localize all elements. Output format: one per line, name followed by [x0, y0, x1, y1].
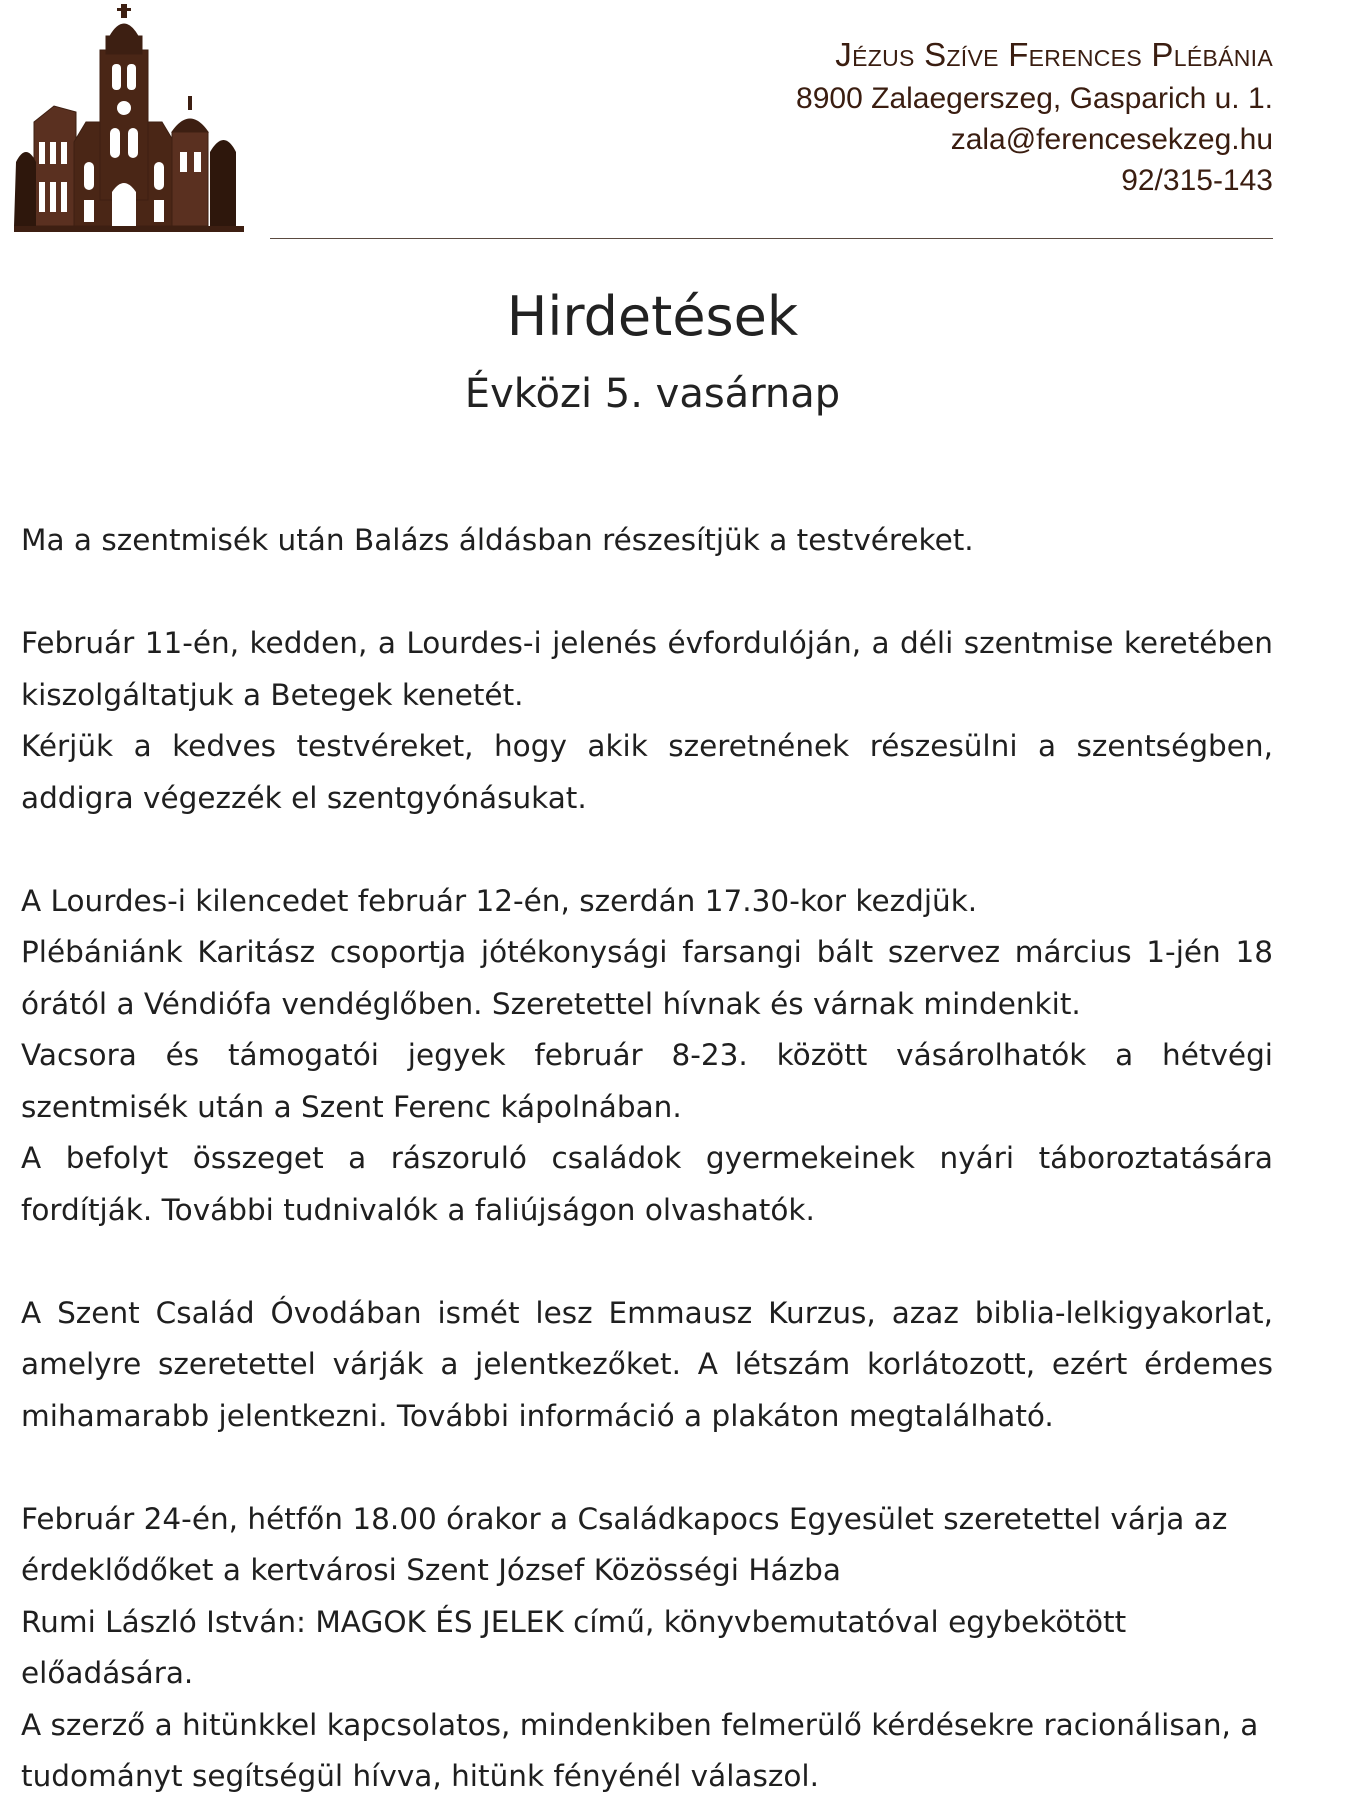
announcement-paragraph	[21, 515, 1273, 567]
announcement-paragraph	[21, 876, 1273, 1237]
parish-email: zala@ferencesekzeg.hu	[950, 123, 1273, 156]
announcement-line: Kérjük a kedves testvéreket, hogy akik szeretnének részesülni a szentségben, addigra végezzék el szentgyónásukat.	[21, 729, 1273, 815]
announcement-line: Február 24-én, hétfőn 18.00 órakor a Családkapocs Egyesület szeretettel várja az	[21, 1501, 1228, 1536]
announcements-body	[21, 515, 1273, 1803]
parish-phone: 92/315-143	[1121, 164, 1273, 197]
announcement-line: A szerző a hitünkkel kapcsolatos, mindenkiben felmerülő kérdésekre racionálisan, a	[21, 1707, 1259, 1742]
announcement-paragraph	[21, 1288, 1273, 1443]
parish-contact-block	[796, 32, 1273, 201]
church-building-icon	[14, 2, 244, 238]
announcement-line: Plébániánk Karitász csoportja jótékonysági farsangi bált szervez március 1-jén 18 órától a Véndiófa vendéglőben. Szeretettel hívnak és várnak mindenkit.	[21, 935, 1273, 1021]
page-subtitle: Évközi 5. vasárnap	[464, 371, 841, 417]
announcement-line: A Szent Család Óvodában ismét lesz Emmausz Kurzus, azaz biblia-lelkigyakorlat, amelyre szeretettel várják a jelentkezőket. A létszám korlátozott, ezért érdemes mihamarabb jelentkezni. További információ a plakáton megtalálható.	[21, 1295, 1273, 1433]
announcement-paragraph	[21, 618, 1273, 824]
parish-logo	[14, 2, 244, 238]
page-title: Hirdetések	[506, 285, 799, 348]
announcement-line: Rumi László István: MAGOK ÉS JELEK című, könyvbemutatóval egybekötött előadására.	[21, 1604, 1127, 1690]
announcement-line: Ma a szentmisék után Balázs áldásban részesítjük a testvéreket.	[21, 523, 974, 557]
announcement-line: tudományt segítségül hívva, hitünk fényénél válaszol.	[21, 1759, 819, 1793]
announcement-line: Február 11-én, kedden, a Lourdes-i jelenés évfordulóján, a déli szentmise keretében kiszolgáltatjuk a Betegek kenetét.	[21, 626, 1273, 712]
parish-address: 8900 Zalaegerszeg, Gasparich u. 1.	[796, 82, 1273, 115]
announcement-paragraph	[21, 1494, 1273, 1803]
announcement-line: Vacsora és támogatói jegyek február 8-23. között vásárolhatók a hétvégi szentmisék után a Szent Ferenc kápolnában.	[21, 1038, 1273, 1124]
parish-name: Jézus Szíve Ferences Plébánia	[835, 36, 1273, 73]
announcement-line: érdeklődőket a kertvárosi Szent József Közösségi Házba	[21, 1553, 841, 1587]
header-divider	[270, 238, 1273, 239]
announcement-line: A befolyt összeget a rászoruló családok gyermekeinek nyári táboroztatására fordítják. További tudnivalók a faliújságon olvashatók.	[21, 1141, 1273, 1227]
announcement-line: A Lourdes-i kilencedet február 12-én, szerdán 17.30-kor kezdjük.	[21, 883, 978, 918]
